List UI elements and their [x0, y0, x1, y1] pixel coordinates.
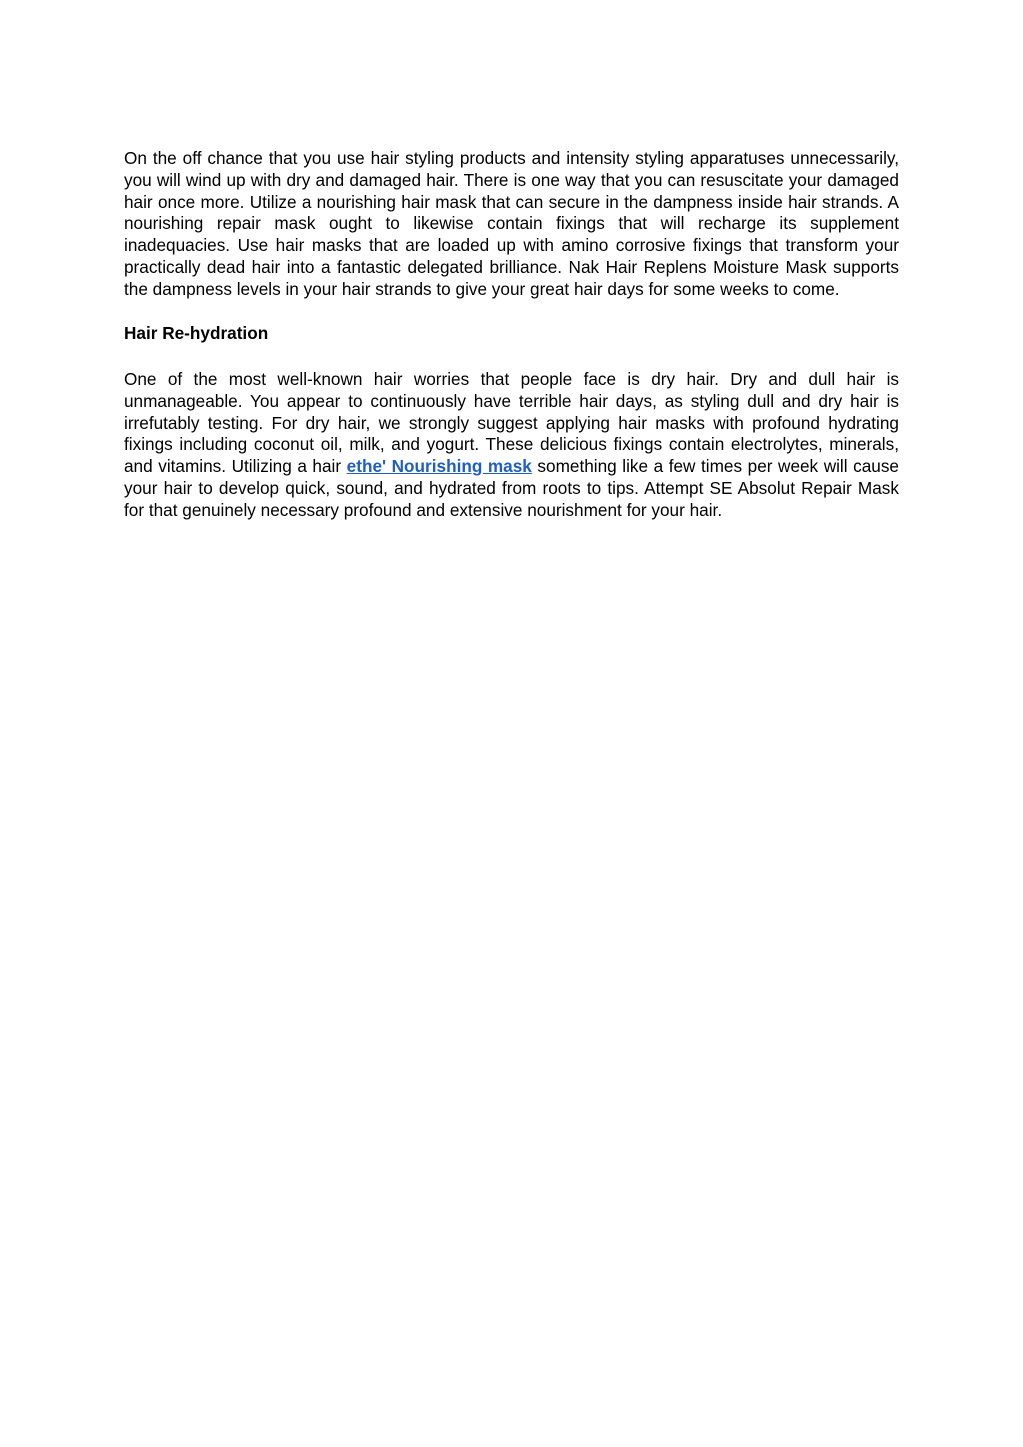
paragraph-text-after-link: something like a few times per week will cause your hair to develop quick, sound, and hydrated from roots to tips. Attempt SE Absolut Repair Mask for that genuinely necessary profound and extensive nourishment for your hair.	[124, 456, 899, 520]
paragraph-text-before-link: One of the most well-known hair worries that people face is dry hair. Dry and dull hair is unmanageable. You appear to continuously have terrible hair days, as styling dull and dry hair is irrefutably testing. For dry hair, we strongly suggest applying hair masks with profound hydrating fixings including coconut oil, milk, and yogurt. These delicious fixings contain electrolytes, minerals, and vitamins. Utilizing a hair	[124, 369, 899, 476]
section-heading-hair-rehydration: Hair Re-hydration	[124, 323, 269, 344]
nourishing-mask-link[interactable]: ethe' Nourishing mask	[346, 456, 532, 476]
body-paragraph-rehydration	[124, 369, 899, 521]
body-paragraph-intro: On the off chance that you use hair styling products and intensity styling apparatuses unnecessarily, you will wind up with dry and damaged hair. There is one way that you can resuscitate your damaged hair once more. Utilize a nourishing hair mask that can secure in the dampness inside hair strands. A nourishing repair mask ought to likewise contain fixings that will recharge its supplement inadequacies. Use hair masks that are loaded up with amino corrosive fixings that transform your practically dead hair into a fantastic delegated brilliance. Nak Hair Replens Moisture Mask supports the dampness levels in your hair strands to give your great hair days for some weeks to come.	[124, 148, 899, 299]
